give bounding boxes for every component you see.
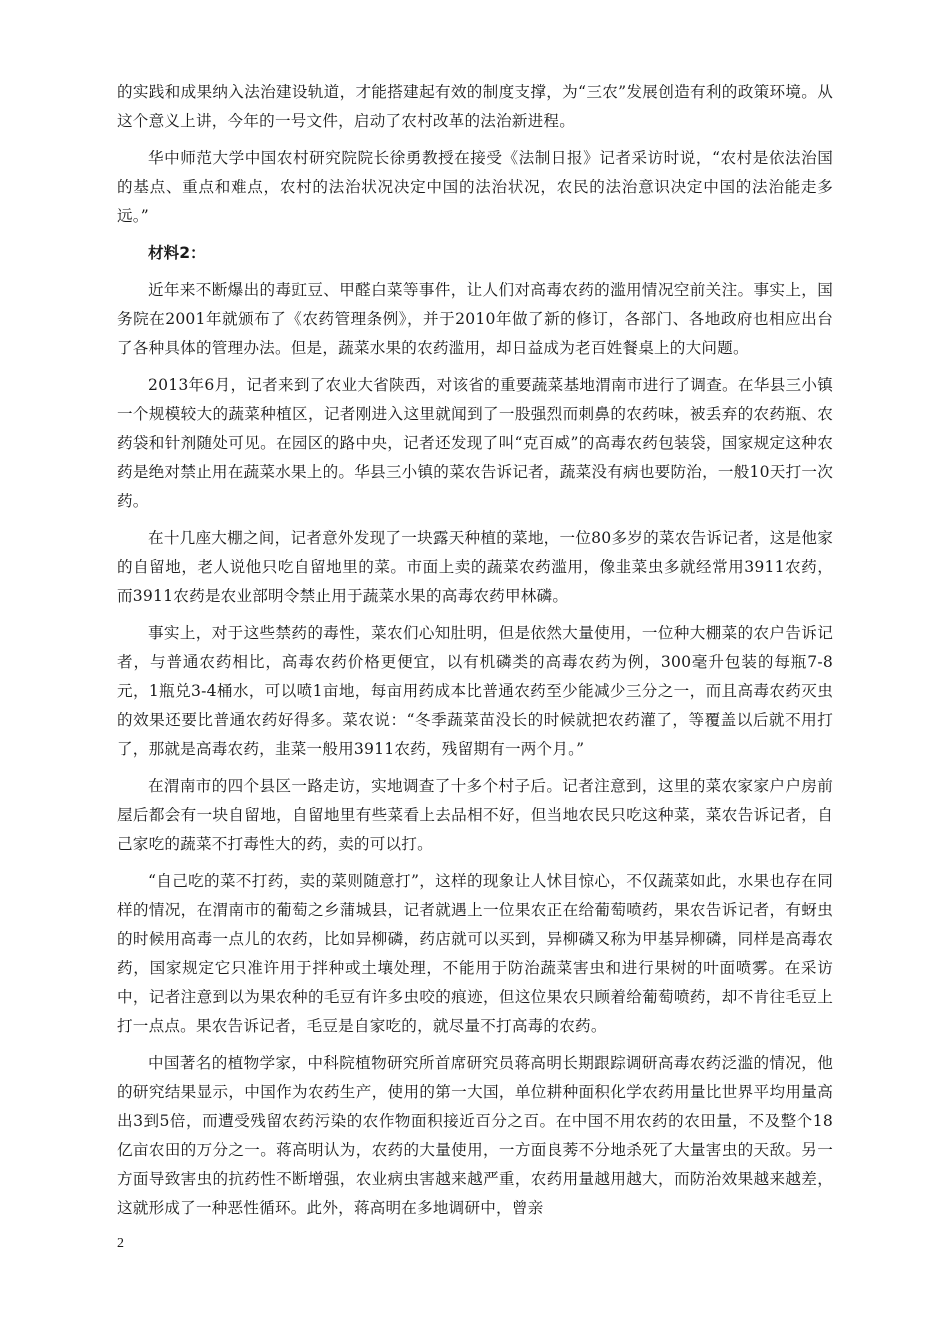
paragraph: 中国著名的植物学家，中科院植物研究所首席研究员蒋高明长期跟踪调研高毒农药泛滥的情况，他的研究结果显示，中国作为农药生产，使用的第一大国，单位耕种面积化学农药用量比世界平均用量高出3到5倍，而遭受残留农药污染的农作物面积接近百分之百。在中国不用农药的农田量，不及整个18亿亩农田的万分之一。蒋高明认为，农药的大量使用，一方面良莠不分地杀死了大量害虫的天敌。另一方面导致害虫的抗药性不断增强，农业病虫害越来越严重，农药用量越用越大，而防治效果越来越差，这就形成了一种恶性循环。此外，蒋高明在多地调研中，曾亲 xyxy=(117,1054,833,1217)
page-number: 2 xyxy=(117,1236,124,1251)
paragraph: 的实践和成果纳入法治建设轨道，才能搭建起有效的制度支撑，为“三农”发展创造有利的政策环境。从这个意义上讲，今年的一号文件，启动了农村改革的法治新进程。 xyxy=(117,83,833,130)
paragraph: 华中师范大学中国农村研究院院长徐勇教授在接受《法制日报》记者采访时说，“农村是依法治国的基点、重点和难点，农村的法治状况决定中国的法治状况，农民的法治意识决定中国的法治能走多远。” xyxy=(117,149,833,225)
paragraph: 在十几座大棚之间，记者意外发现了一块露天种植的菜地，一位80多岁的菜农告诉记者，这是他家的自留地，老人说他只吃自留地里的菜。市面上卖的蔬菜农药滥用，像韭菜虫多就经常用3911农药，而3911农药是农业部明令禁止用于蔬菜水果的高毒农药甲林磷。 xyxy=(117,529,833,605)
paragraph: 近年来不断爆出的毒豇豆、甲醛白菜等事件，让人们对高毒农药的滥用情况空前关注。事实上，国务院在2001年就颁布了《农药管理条例》，并于2010年做了新的修订，各部门、各地政府也相应出台了各种具体的管理办法。但是，蔬菜水果的农药滥用，却日益成为老百姓餐桌上的大问题。 xyxy=(117,281,833,357)
section-heading: 材料2： xyxy=(148,244,206,262)
paragraph: 事实上，对于这些禁药的毒性，菜农们心知肚明，但是依然大量使用，一位种大棚菜的农户告诉记者，与普通农药相比，高毒农药价格更便宜，以有机磷类的高毒农药为例，300毫升包装的每瓶7-8元，1瓶兑3-4桶水，可以喷1亩地，每亩用药成本比普通农药至少能减少三分之一，而且高毒农药灭虫的效果还要比普通农药好得多。菜农说：“冬季蔬菜苗没长的时候就把农药灌了，等覆盖以后就不用打了，那就是高毒农药，韭菜一般用3911农药，残留期有一两个月。” xyxy=(117,624,833,758)
document-body xyxy=(117,78,833,1231)
paragraph: 2013年6月，记者来到了农业大省陕西，对该省的重要蔬菜基地渭南市进行了调查。在华县三小镇一个规模较大的蔬菜种植区，记者刚进入这里就闻到了一股强烈而刺鼻的农药味，被丢弃的农药瓶、农药袋和针剂随处可见。在园区的路中央，记者还发现了叫“克百威”的高毒农药包装袋，国家规定这种农药是绝对禁止用在蔬菜水果上的。华县三小镇的菜农告诉记者，蔬菜没有病也要防治，一般10天打一次药。 xyxy=(117,376,833,510)
paragraph: 在渭南市的四个县区一路走访，实地调查了十多个村子后。记者注意到，这里的菜农家家户户房前屋后都会有一块自留地，自留地里有些菜看上去品相不好，但当地农民只吃这种菜，菜农告诉记者，自己家吃的蔬菜不打毒性大的药，卖的可以打。 xyxy=(117,777,833,853)
paragraph: “自己吃的菜不打药，卖的菜则随意打”，这样的现象让人怵目惊心，不仅蔬菜如此，水果也存在同样的情况，在渭南市的葡萄之乡蒲城县，记者就遇上一位果农正在给葡萄喷药，果农告诉记者，有蚜虫的时候用高毒一点儿的农药，比如异柳磷，药店就可以买到，异柳磷又称为甲基异柳磷，同样是高毒农药，国家规定它只准许用于拌种或土壤处理，不能用于防治蔬菜害虫和进行果树的叶面喷雾。在采访中，记者注意到以为果农种的毛豆有许多虫咬的痕迹，但这位果农只顾着给葡萄喷药，却不肯往毛豆上打一点点。果农告诉记者，毛豆是自家吃的，就尽量不打高毒的农药。 xyxy=(117,872,833,1035)
